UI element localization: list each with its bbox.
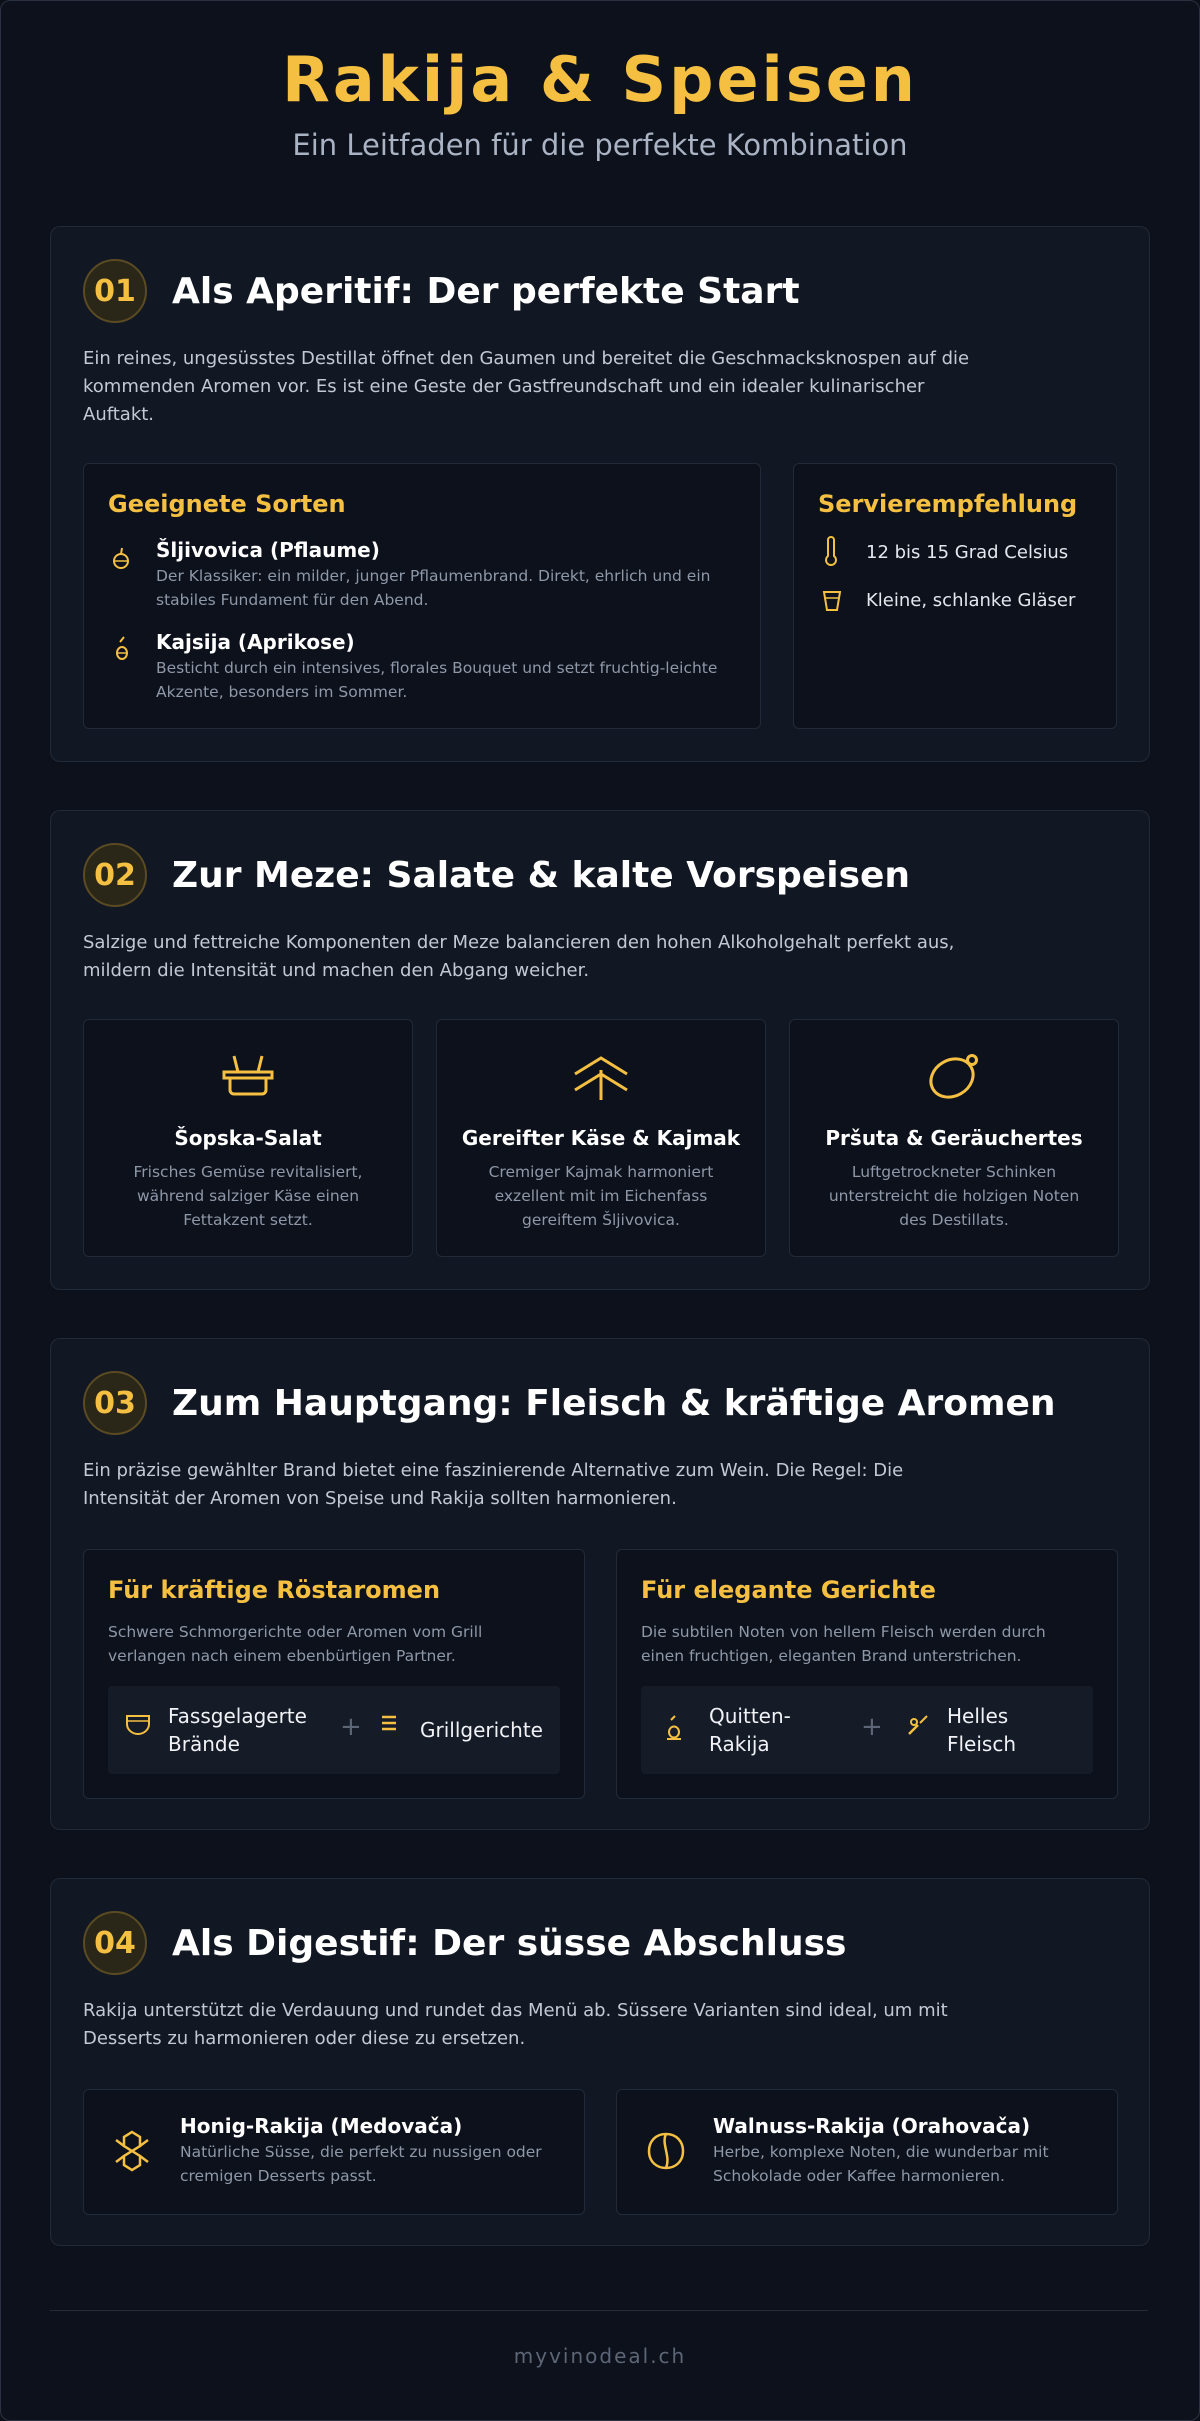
quince-icon [665,1712,683,1742]
meze-card [789,1019,1119,1257]
variety-name: Kajsija (Aprikose) [156,630,355,654]
variety-desc: Der Klassiker: ein milder, junger Pflaumenbrand. Direkt, ehrlich und ein stabiles Fundament für den Abend. [156,567,711,609]
digestif-card [83,2089,585,2215]
section-digestif [50,1878,1150,2246]
walnut-icon [643,2128,689,2174]
digestif-card [616,2089,1118,2215]
variety-desc: Besticht durch ein intensives, florales Bouquet und setzt fruchtig-leichte Akzente, besonders im Sommer. [156,659,718,701]
serving-glass: Kleine, schlanke Gläser [866,590,1076,611]
pair-plus: + [861,1712,883,1742]
page-title: Rakija & Speisen [282,43,918,116]
section-intro: Rakija unterstützt die Verdauung und rundet das Menü ab. Süssere Varianten sind ideal, um mit Desserts zu harmonieren oder diese zu ersetzen. [83,2000,948,2049]
card-title: Geeignete Sorten [108,490,346,518]
glass-icon [822,588,842,612]
pair-left-label: Quitten-Rakija [709,1704,791,1756]
section-header [83,259,800,323]
card-desc: Schwere Schmorgerichte oder Aromen vom Grill verlangen nach einem ebenbürtigen Partner. [108,1623,483,1665]
digestif-name: Honig-Rakija (Medovača) [180,2114,463,2138]
digestif-desc: Natürliche Süsse, die perfekt zu nussigen oder cremigen Desserts passt. [180,2143,542,2185]
pairing-card [616,1549,1118,1799]
section-intro: Ein reines, ungesüsstes Destillat öffnet den Gaumen und bereitet die Geschmacksknospen auf die kommenden Aromen vor. Es ist eine Geste der Gastfreundschaft und ein idealer kulinarischer Auftakt. [83,348,970,425]
pairing-card [83,1549,585,1799]
section-title: Zum Hauptgang: Fleisch & kräftige Aromen [172,1382,1056,1424]
page-header [0,40,1200,162]
footer-brand: myvinodeal.ch [513,2344,687,2368]
serving-temperature: 12 bis 15 Grad Celsius [866,542,1069,563]
card-desc: Die subtilen Noten von hellem Fleisch werden durch einen fruchtigen, eleganten Brand unterstrichen. [641,1623,1046,1665]
salad-bowl-icon [218,1050,278,1100]
digestif-name: Walnuss-Rakija (Orahovača) [713,2114,1031,2138]
plum-icon [112,544,130,572]
section-intro: Salzige und fettreiche Komponenten der Meze balancieren den hohen Alkoholgehalt perfekt aus, mildern die Intensität und machen den Abgang weicher. [83,932,955,981]
thermometer-icon [824,536,838,568]
section-number-badge: 04 [83,1911,147,1975]
card-title: Für elegante Gerichte [641,1576,936,1604]
pairing-box [108,1686,560,1774]
meze-card [83,1019,413,1257]
pair-plus: + [340,1712,362,1742]
serving-card [793,463,1117,729]
footer-divider [50,2310,1148,2311]
section-title: Zur Meze: Salate & kalte Vorspeisen [172,854,911,896]
ham-icon [924,1050,984,1102]
section-title: Als Aperitif: Der perfekte Start [172,270,800,312]
section-header [83,1911,846,1975]
meze-desc: Luftgetrockneter Schinken unterstreicht die holzigen Noten des Destillats. [828,1163,1080,1229]
meze-desc: Cremiger Kajmak harmoniert exzellent mit im Eichenfass gereiftem Šljivovica. [488,1163,714,1229]
digestif-desc: Herbe, komplexe Noten, die wunderbar mit Schokolade oder Kaffee harmonieren. [713,2143,1049,2185]
barrel-icon [124,1712,152,1738]
apricot-icon [114,634,130,662]
drumstick-icon [905,1712,931,1738]
section-number-badge: 03 [83,1371,147,1435]
pair-right-label: Grillgerichte [420,1718,543,1742]
pair-right-label: Helles Fleisch [947,1704,1017,1756]
section-header [83,1371,1056,1435]
honeycomb-icon [112,2128,152,2174]
variety-name: Šljivovica (Pflaume) [156,538,380,562]
section-hauptgang [50,1338,1150,1830]
section-title: Als Digestif: Der süsse Abschluss [172,1922,847,1964]
section-intro: Ein präzise gewählter Brand bietet eine faszinierende Alternative zum Wein. Die Regel: Die Intensität der Aromen von Speise und Rakija sollten harmonieren. [83,1460,904,1509]
card-title: Servierempfehlung [818,490,1078,518]
meze-title: Pršuta & Geräuchertes [825,1126,1083,1150]
meze-desc: Frisches Gemüse revitalisiert, während salziger Käse einen Fettakzent setzt. [133,1163,363,1229]
page-subtitle: Ein Leitfaden für die perfekte Kombination [292,128,908,162]
card-title: Für kräftige Röstaromen [108,1576,441,1604]
meze-title: Šopska-Salat [174,1126,322,1150]
pair-left-label: Fassgelagerte Brände [168,1704,307,1756]
meze-title: Gereifter Käse & Kajmak [461,1126,741,1150]
varieties-card [83,463,761,729]
meze-card [436,1019,766,1257]
cheese-layers-icon [571,1050,631,1102]
grill-icon [380,1714,398,1732]
section-header [83,843,910,907]
section-number-badge: 01 [83,259,147,323]
pairing-box [641,1686,1093,1774]
section-meze [50,810,1150,1290]
section-aperitif [50,226,1150,762]
section-number-badge: 02 [83,843,147,907]
